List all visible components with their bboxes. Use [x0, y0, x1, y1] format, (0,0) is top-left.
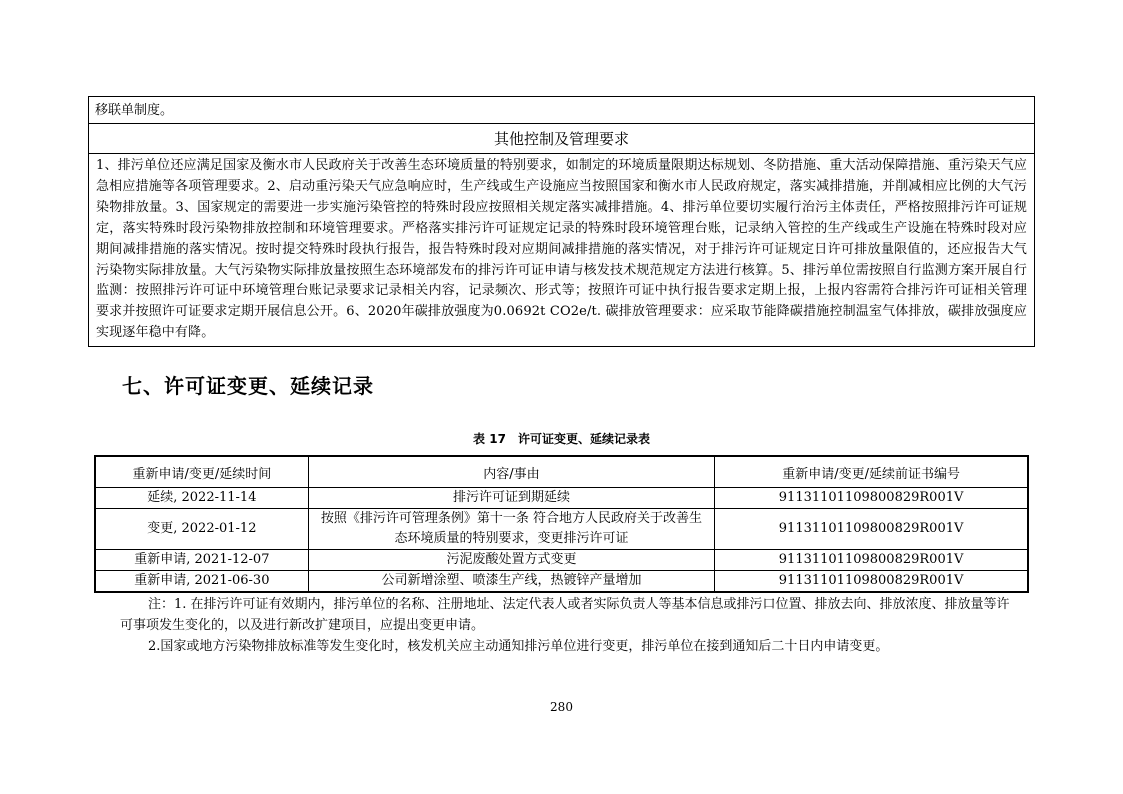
license-record-table — [94, 455, 1029, 593]
continuation-text: 移联单制度。 — [89, 97, 1034, 124]
requirements-paragraph: 1、排污单位还应满足国家及衡水市人民政府关于改善生态环境质量的特别要求，如制定的环境质量限期达标规划、冬防措施、重大活动保障措施、重污染天气应急相应措施等各项管理要求。2、启动重污染天气应急响应时，生产线或生产设施应当按照国家和衡水市人民政府规定，落实减排措施，并削减相应比例的大气污染物排放量。3、国家规定的需要进一步实施污染管控的特殊时段应按照相关规定落实减排措施。4、排污单位要切实履行治污主体责任，严格按照排污许可证规定，落实特殊时段污染物排放控制和环境管理要求。严格落实排污许可证规定记录的特殊时段环境管理台账，记录纳入管控的生产线或生产设施在特殊时段对应期间减排措施的落实情况。按时提交特殊时段执行报告，报告特殊时段对应期间减排措施的落实情况，对于排污许可证规定日许可排放量限值的，还应报告大气污染物实际排放量。大气污染物实际排放量按照生态环境部发布的排污许可证申请与核发技术规范规定方法进行核算。5、排污单位需按照自行监测方案开展自行监测：按照排污许可证中环境管理台账记录要求记录相关内容，记录频次、形式等；按照许可证中执行报告要求定期上报，上报内容需符合排污许可证相关管理要求并按照许可证要求定期开展信息公开。6、2020年碳排放强度为0.0692t CO2e/t. 碳排放管理要求：应采取节能降碳措施控制温室气体排放，碳排放强度应实现逐年稳中有降。 — [96, 158, 1027, 341]
table-caption-title: 许可证变更、延续记录表 — [517, 432, 650, 446]
requirements-heading: 其他控制及管理要求 — [89, 124, 1034, 154]
table-note-2: 2.国家或地方污染物排放标准等发生变化时，核发机关应主动通知排污单位进行变更，排污单位在接到通知后二十日内申请变更。 — [148, 639, 889, 654]
table-header-row — [95, 456, 1028, 488]
section-title: 七、许可证变更、延续记录 — [122, 374, 374, 398]
table-note-1: 注：1. 在排污许可证有效期内，排污单位的名称、注册地址、法定代表人或者实际负责人等基本信息或排污口位置、排放去向、排放浓度、排放量等许可事项发生变化的，以及进行新改扩建项目，应提出变更申请。 — [120, 597, 1010, 633]
cell-content: 排污许可证到期延续 — [308, 488, 714, 509]
cell-time: 重新申请, 2021-06-30 — [95, 571, 308, 593]
header-content: 内容/事由 — [308, 456, 714, 488]
cell-content: 按照《排污许可管理条例》第十一条 符合地方人民政府关于改善生态环境质量的特别要求，变更排污许可证 — [308, 509, 714, 550]
cell-cert-number: 91131101109800829R001V — [715, 488, 1028, 509]
table-row — [95, 550, 1028, 571]
header-cert-number: 重新申请/变更/延续前证书编号 — [715, 456, 1028, 488]
page-number: 280 — [550, 700, 573, 714]
cell-cert-number: 91131101109800829R001V — [715, 550, 1028, 571]
cell-time: 重新申请, 2021-12-07 — [95, 550, 308, 571]
table-row — [95, 509, 1028, 550]
cell-cert-number: 91131101109800829R001V — [715, 509, 1028, 550]
table-row — [95, 571, 1028, 593]
cell-content: 公司新增涂塑、喷漆生产线，热镀锌产量增加 — [308, 571, 714, 593]
cell-time: 变更, 2022-01-12 — [95, 509, 308, 550]
cell-cert-number: 91131101109800829R001V — [715, 571, 1028, 593]
table-caption-number: 表 17 — [473, 432, 506, 446]
table-caption — [0, 430, 1123, 447]
cell-time: 延续, 2022-11-14 — [95, 488, 308, 509]
header-time: 重新申请/变更/延续时间 — [95, 456, 308, 488]
other-requirements-box — [88, 96, 1035, 347]
cell-content: 污泥废酸处置方式变更 — [308, 550, 714, 571]
table-row — [95, 488, 1028, 509]
